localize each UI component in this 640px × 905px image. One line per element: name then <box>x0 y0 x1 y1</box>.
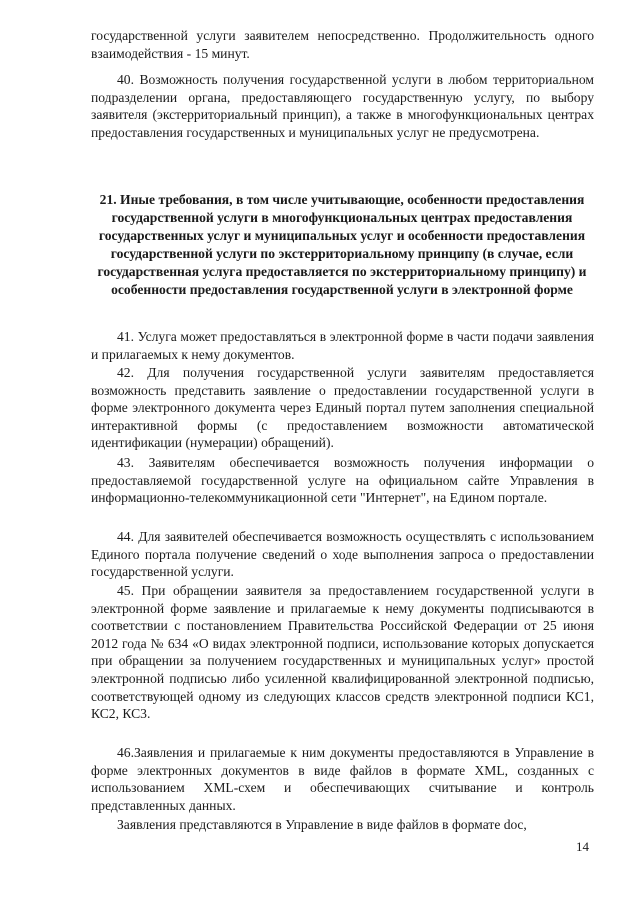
paragraph-44: 44. Для заявителей обеспечивается возможность осуществлять с использованием Единого портала получение сведений о ходе выполнения запроса о предоставлении государственной услуги. <box>91 529 594 580</box>
page-number: 14 <box>576 839 589 854</box>
paragraph-45: 45. При обращении заявителя за предоставлением государственной услуги в электронной форме заявление и прилагаемые к нему документы подписываются в соответствии с постановлением Правительства Российской Федерации от 25 июня 2012 года № 634 «О видах электронной подписи, использование которых допускается при обращении за получением государственных и муниципальных услуг» простой электронной подписью либо усиленной квалифицированной электронной подписью, соответствующей одному из следующих классов средств электронной подписи КС1, КС2, КС3. <box>91 583 594 722</box>
paragraph-42: 42. Для получения государственной услуги заявителям предоставляется возможность представить заявление о предоставлении государственной услуги в форме электронного документа через Единый портал путем заполнения специальной интерактивной формы (с предоставлением возможности автоматической идентификации (нумерации) обращений). <box>91 365 594 451</box>
paragraph-46: 46.Заявления и прилагаемые к ним документы предоставляются в Управление в форме электронных документов в виде файлов в формате XML, созданных с использованием XML-схем и обеспечивающих считывание и контроль представленных данных. <box>91 745 594 813</box>
paragraph-continuation: государственной услуги заявителем непосредственно. Продолжительность одного взаимодействия - 15 минут. <box>91 28 594 61</box>
paragraph-41: 41. Услуга может предоставляться в электронной форме в части подачи заявления и прилагаемых к нему документов. <box>91 329 594 362</box>
paragraph-last: Заявления представляются в Управление в виде файлов в формате doc, <box>117 817 527 832</box>
paragraph-43: 43. Заявителям обеспечивается возможность получения информации о предоставляемой государственной услуге на официальном сайте Управления в информационно-телекоммуникационной сети "Интернет", на Едином портале. <box>91 455 594 506</box>
paragraph-40: 40. Возможность получения государственной услуги в любом территориальном подразделении органа, предоставляющего государственную услугу, по выбору заявителя (экстерриториальный принцип), а также в многофункциональных центрах предоставления государственных и муниципальных услуг не предусмотрена. <box>91 72 594 140</box>
section-heading-21: 21. Иные требования, в том числе учитывающие, особенности предоставления государственной услуги в многофункциональных центрах предоставления государственных услуг и муниципальных услуг и особенности предоставления государственной услуги по экстерриториальному принципу (в случае, если государственная услуга предоставляется по экстерриториальному принципу) и особенности предоставления государственной услуги в электронной форме <box>97 192 587 297</box>
